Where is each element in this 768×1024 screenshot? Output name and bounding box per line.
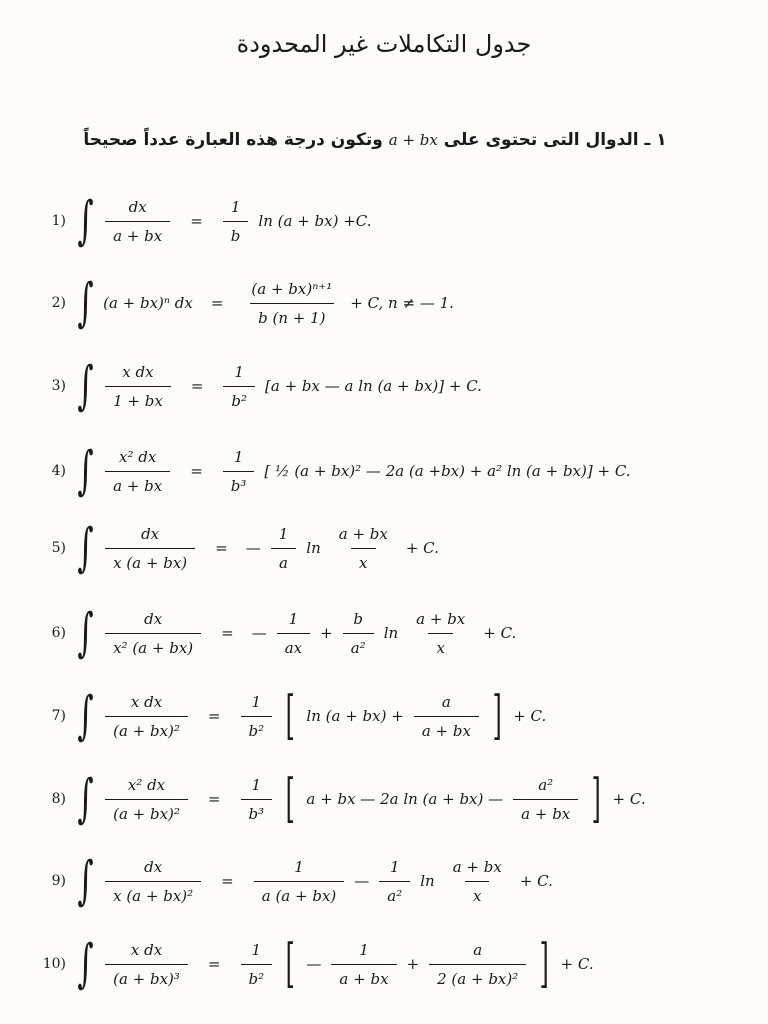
- result-term: —: [251, 624, 267, 642]
- result-term: —: [245, 539, 261, 557]
- result-fraction-denominator: b²: [223, 386, 255, 410]
- result-fraction-numerator: 1: [278, 524, 289, 543]
- result-fraction-denominator: a (a + bx): [254, 881, 345, 905]
- result-fraction-numerator: 1: [230, 197, 241, 216]
- formula-3: [28, 356, 748, 416]
- result-fraction-denominator: a + bx: [513, 799, 578, 823]
- result-term: ln (a + bx) +: [306, 707, 404, 725]
- equals-sign: =: [207, 790, 221, 808]
- result-fraction-numerator: 1: [251, 692, 262, 711]
- integrand-fraction-denominator: 1 + bx: [105, 386, 171, 410]
- result-fraction-numerator: 1: [251, 775, 262, 794]
- formula-number: 3): [51, 378, 66, 394]
- result-fraction-denominator: a: [271, 548, 296, 572]
- formula-7: [28, 686, 748, 746]
- result-fraction-denominator: 2 (a + bx)²: [429, 964, 526, 988]
- equals-sign: =: [221, 872, 234, 890]
- page-title: جدول التكاملات غير المحدودة: [236, 30, 532, 58]
- formula-number: 10): [42, 956, 66, 972]
- result-term: ln (a + bx) +C.: [258, 212, 372, 230]
- integrand-fraction-denominator: a + bx: [105, 471, 170, 495]
- integrand-fraction-denominator: x (a + bx)²: [105, 881, 201, 905]
- result-fraction: [343, 610, 374, 657]
- result-fraction-denominator: b³: [241, 799, 273, 823]
- result-fraction-denominator: a²: [379, 881, 410, 905]
- result-fraction-numerator: 1: [294, 857, 304, 876]
- formula-number: 1): [51, 213, 66, 229]
- integral-sign: ∫: [77, 273, 94, 333]
- formula-1: [28, 191, 748, 251]
- result-fraction: [277, 610, 310, 657]
- result-fraction-denominator: a + bx: [331, 964, 396, 988]
- result-term: ln: [420, 872, 435, 890]
- result-fraction-denominator: b: [223, 221, 249, 245]
- integral-sign: ∫: [77, 441, 94, 501]
- bracket: [: [285, 934, 295, 994]
- result-fraction-numerator: a²: [538, 775, 554, 794]
- integrand-fraction: [105, 198, 170, 245]
- result-fraction: [254, 858, 345, 905]
- equals-sign: =: [210, 294, 224, 312]
- integral-sign: ∫: [77, 769, 94, 829]
- formula-6: [28, 603, 748, 663]
- result-fraction-denominator: b³: [223, 471, 255, 495]
- result-fraction-numerator: a + bx: [416, 609, 466, 628]
- result-fraction-numerator: a + bx: [452, 857, 502, 876]
- result-fraction: [243, 280, 340, 327]
- result-term: + C.: [519, 872, 553, 890]
- formula-9: [28, 851, 748, 911]
- bracket: ]: [539, 934, 549, 994]
- result-fraction-denominator: a²: [343, 633, 374, 657]
- formula-number: 4): [51, 463, 66, 479]
- integrand-fraction-numerator: dx: [141, 524, 160, 543]
- result-fraction: [241, 941, 273, 988]
- integrand-fraction-numerator: x dx: [130, 692, 163, 711]
- result-term: ln: [306, 539, 321, 557]
- result-term: ln: [383, 624, 399, 642]
- integrand-fraction-denominator: a + bx: [105, 221, 170, 245]
- result-fraction: [331, 941, 396, 988]
- result-fraction-denominator: x: [465, 881, 489, 905]
- integrand-fraction-denominator: (a + bx)³: [105, 964, 188, 988]
- result-fraction-denominator: b²: [241, 716, 273, 740]
- integrand-fraction-numerator: dx: [144, 857, 163, 876]
- formula-2: [28, 273, 748, 333]
- integrand-fraction-denominator: (a + bx)²: [105, 716, 188, 740]
- integrand: (a + bx)ⁿ dx: [103, 294, 193, 312]
- integrand-fraction-denominator: x² (a + bx): [105, 633, 201, 657]
- result-term: +: [406, 955, 420, 973]
- integrand-fraction: [105, 858, 201, 905]
- integrand-fraction-numerator: x² dx: [118, 447, 157, 466]
- result-fraction: [408, 610, 473, 657]
- equals-sign: =: [221, 624, 234, 642]
- result-term: —: [354, 872, 370, 890]
- section-heading: [60, 130, 690, 150]
- integral-sign: ∫: [77, 518, 94, 578]
- formula-number: 6): [51, 625, 66, 641]
- integrand-fraction-numerator: x dx: [130, 940, 163, 959]
- formula-number: 7): [51, 708, 66, 724]
- bracket: ]: [591, 769, 601, 829]
- section-expression: a + bx: [388, 131, 438, 149]
- integrand-fraction-numerator: dx: [128, 197, 147, 216]
- result-term: + C.: [483, 624, 517, 642]
- result-fraction: [241, 776, 273, 823]
- integrand-fraction: [105, 525, 195, 572]
- equals-sign: =: [207, 707, 221, 725]
- result-fraction-numerator: 1: [234, 362, 244, 381]
- result-term: [a + bx — a ln (a + bx)] + C.: [265, 377, 482, 395]
- result-term: + C.: [513, 707, 547, 725]
- result-fraction-denominator: a + bx: [414, 716, 479, 740]
- integrand-fraction-numerator: dx: [144, 609, 163, 628]
- formula-number: 9): [51, 873, 66, 889]
- result-term: + C.: [560, 955, 594, 973]
- result-fraction: [379, 858, 410, 905]
- result-fraction-numerator: a + bx: [338, 524, 388, 543]
- result-fraction-denominator: ax: [277, 633, 310, 657]
- integrand-fraction-denominator: x (a + bx): [105, 548, 195, 572]
- result-fraction-numerator: 1: [359, 940, 369, 959]
- result-fraction: [414, 693, 479, 740]
- formula-number: 2): [51, 295, 66, 311]
- integral-sign: ∫: [77, 356, 94, 416]
- integral-sign: ∫: [77, 851, 94, 911]
- equals-sign: =: [190, 377, 204, 395]
- result-fraction-denominator: x: [428, 633, 452, 657]
- equals-sign: =: [215, 539, 228, 557]
- result-term: [ ½ (a + bx)² — 2a (a +bx) + a² ln (a + bx)] + C.: [264, 462, 631, 480]
- result-fraction-numerator: 1: [389, 857, 400, 876]
- bracket: [: [285, 686, 295, 746]
- result-term: —: [306, 955, 322, 973]
- integral-sign: ∫: [77, 934, 94, 994]
- result-term: + C, n ≠ — 1.: [350, 294, 454, 312]
- result-term: a + bx — 2a ln (a + bx) —: [306, 790, 504, 808]
- formula-10: [28, 934, 748, 994]
- result-fraction: [331, 525, 396, 572]
- result-fraction-numerator: 1: [233, 447, 244, 466]
- integrand-fraction: [105, 610, 201, 657]
- integrand-fraction: [105, 693, 188, 740]
- integrand-fraction: [105, 448, 170, 495]
- section-suffix: وتكون درجة هذه العبارة عدداً صحيحاً: [83, 130, 383, 150]
- integrand-fraction: [105, 941, 188, 988]
- result-term: +: [320, 624, 333, 642]
- formula-4: [28, 441, 748, 501]
- result-fraction-numerator: (a + bx)ⁿ⁺¹: [251, 279, 333, 298]
- formula-8: [28, 769, 748, 829]
- result-fraction: [223, 198, 249, 245]
- integral-sign: ∫: [77, 686, 94, 746]
- result-fraction: [429, 941, 526, 988]
- result-term: + C.: [612, 790, 646, 808]
- equals-sign: =: [190, 462, 203, 480]
- result-fraction-denominator: b²: [241, 964, 273, 988]
- result-fraction: [241, 693, 273, 740]
- result-term: + C.: [405, 539, 439, 557]
- result-fraction: [271, 525, 297, 572]
- integrand-fraction: [105, 363, 171, 410]
- result-fraction-numerator: b: [353, 609, 363, 628]
- integrand-fraction-denominator: (a + bx)²: [105, 799, 188, 823]
- bracket: [: [285, 769, 295, 829]
- result-fraction-numerator: 1: [251, 940, 262, 959]
- result-fraction: [513, 776, 578, 823]
- result-fraction-denominator: b (n + 1): [250, 303, 333, 327]
- formula-number: 8): [51, 791, 66, 807]
- result-fraction-denominator: x: [351, 548, 375, 572]
- result-fraction-numerator: a: [441, 692, 451, 711]
- result-fraction-numerator: a: [473, 940, 483, 959]
- bracket: ]: [492, 686, 502, 746]
- integrand-fraction: [105, 776, 188, 823]
- integral-sign: ∫: [77, 191, 94, 251]
- result-fraction-numerator: 1: [288, 609, 299, 628]
- equals-sign: =: [207, 955, 221, 973]
- equals-sign: =: [190, 212, 203, 230]
- section-prefix: ١ ـ الدوال التى تحتوى على: [443, 130, 667, 150]
- result-fraction: [223, 363, 255, 410]
- integrand-fraction-numerator: x dx: [122, 362, 154, 381]
- formula-number: 5): [51, 540, 66, 556]
- result-fraction: [223, 448, 255, 495]
- formula-5: [28, 518, 748, 578]
- result-fraction: [445, 858, 510, 905]
- integrand-fraction-numerator: x² dx: [127, 775, 166, 794]
- integral-sign: ∫: [77, 603, 94, 663]
